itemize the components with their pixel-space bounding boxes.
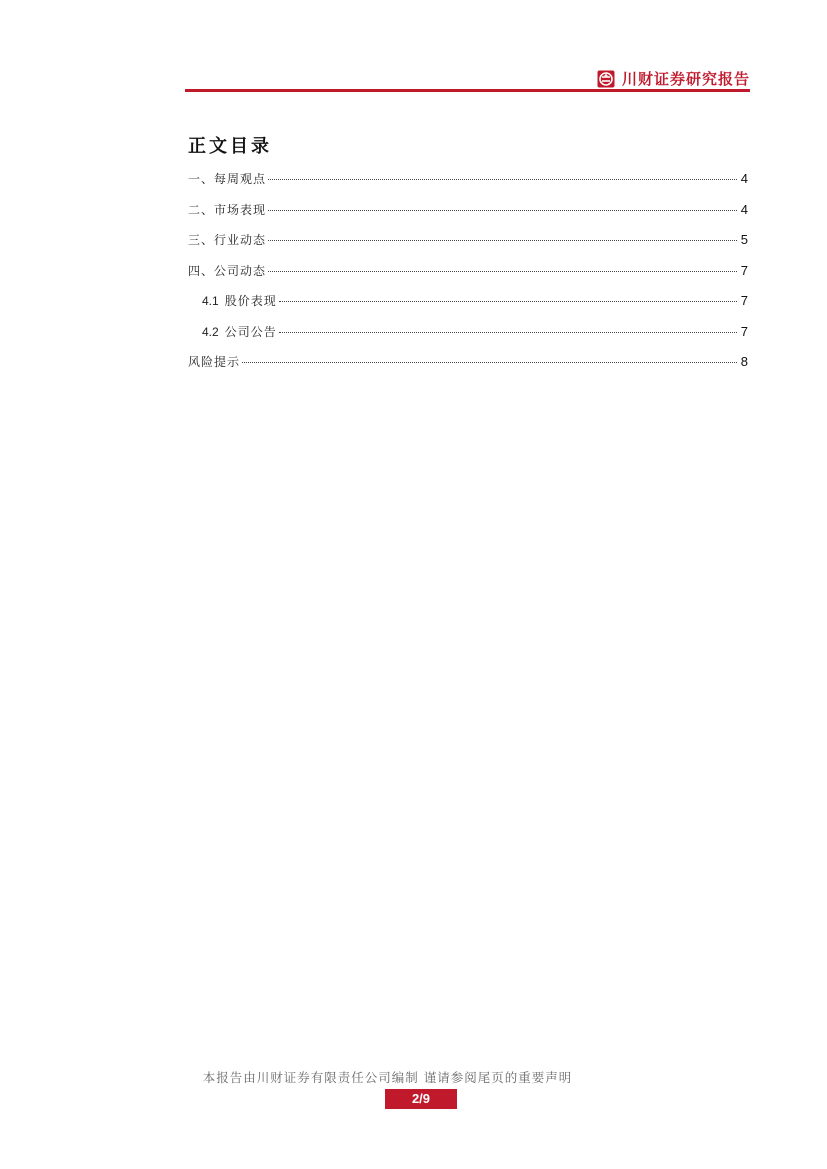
toc-entry-page: 7 (740, 262, 748, 278)
toc-leader-dots (268, 270, 737, 272)
toc-leader-dots (268, 178, 737, 180)
toc-entry-label: 一、每周观点 (188, 172, 267, 186)
toc-entry-label: 三、行业动态 (188, 233, 267, 247)
toc-entry-page: 7 (740, 323, 748, 339)
footer-disclaimer: 本报告由川财证券有限责任公司编制 谨请参阅尾页的重要声明 (202, 1070, 573, 1085)
toc-entry-industry-news[interactable] (188, 231, 748, 262)
toc-leader-dots (242, 361, 737, 363)
toc-entry-number: 4.1 (202, 294, 219, 308)
toc-leader-dots (279, 300, 737, 302)
page-number-badge: 2/9 (385, 1089, 457, 1109)
table-of-contents (188, 170, 748, 384)
toc-entry-company-announcements[interactable] (188, 323, 748, 354)
toc-entry-page: 4 (740, 201, 748, 217)
toc-leader-dots (268, 239, 737, 241)
header-divider (185, 89, 750, 92)
toc-entry-label: 四、公司动态 (188, 263, 267, 278)
toc-leader-dots (268, 209, 737, 211)
chuancai-logo-icon (597, 70, 615, 88)
toc-entry-label (202, 292, 277, 309)
toc-entry-company-news[interactable] (188, 262, 748, 293)
toc-entry-page: 7 (740, 293, 748, 308)
toc-entry-stock-performance[interactable] (188, 292, 748, 323)
toc-entry-number: 4.2 (202, 324, 219, 339)
toc-entry-label: 风险提示 (188, 355, 241, 369)
toc-entry-page: 5 (740, 232, 748, 247)
brand (597, 68, 750, 89)
toc-entry-risk-warning[interactable] (188, 353, 748, 384)
page-header (185, 64, 750, 96)
toc-entry-page: 4 (740, 171, 748, 186)
toc-entry-label: 二、市场表现 (188, 202, 267, 217)
toc-entry-weekly-view[interactable] (188, 170, 748, 201)
toc-entry-text: 公司公告 (224, 324, 277, 339)
toc-entry-label (202, 323, 277, 340)
toc-leader-dots (279, 331, 737, 333)
toc-entry-text: 股价表现 (224, 294, 277, 308)
toc-entry-market-performance[interactable] (188, 201, 748, 232)
brand-name: 川财证券研究报告 (621, 70, 750, 88)
toc-title: 正文目录 (188, 136, 272, 157)
toc-entry-page: 8 (740, 354, 748, 369)
